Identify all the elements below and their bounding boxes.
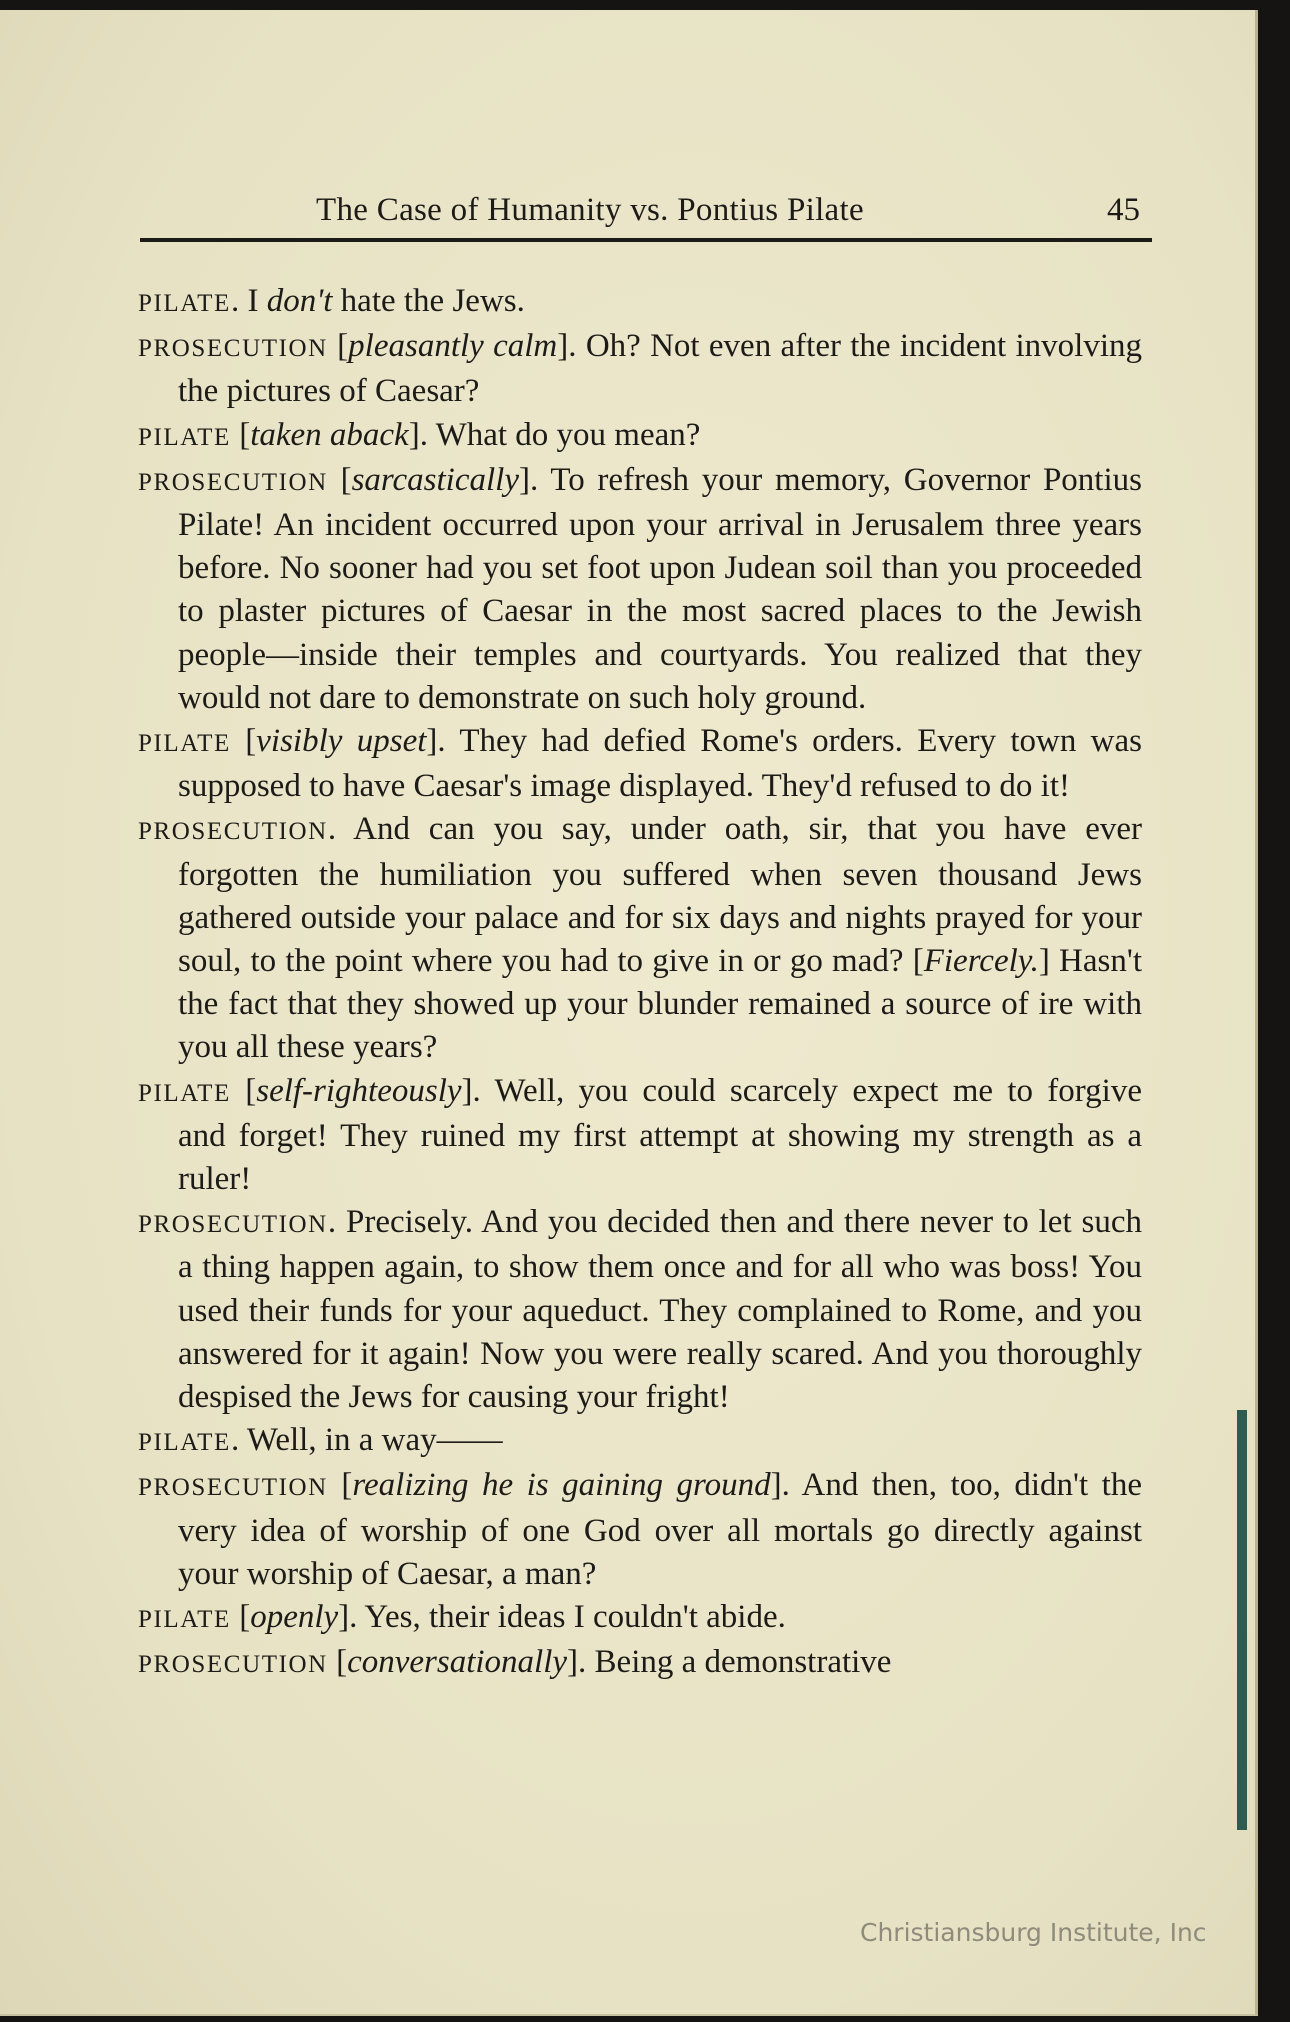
- speech-prosecution-1: PROSECUTION [pleasantly calm]. Oh? Not even after the incident involving the pictures of Caesar?: [138, 328, 1143, 410]
- stage-direction: conversationally: [347, 1644, 568, 1681]
- speaker-name: PILATE: [138, 423, 231, 451]
- stage-direction: self-righteously: [256, 1072, 462, 1109]
- speech-pilate-4: PILATE [self-righteously]. Well, you could scarcely expect me to forgive and forget! They ruined my first attempt at showing my strength as a ruler!: [138, 1072, 1142, 1198]
- speaker-name: PROSECUTION: [138, 1474, 328, 1502]
- stage-direction: pleasantly calm: [348, 328, 558, 365]
- speaker-name: PILATE: [138, 1079, 231, 1107]
- speaker-name: PROSECUTION: [138, 1211, 328, 1239]
- stage-direction: realizing he is gaining ground: [352, 1467, 771, 1504]
- stage-direction: Fiercely.: [923, 943, 1039, 980]
- speaker-name: PROSECUTION: [138, 818, 328, 846]
- book-page: [0, 10, 1258, 2016]
- speaker-name: PILATE: [138, 730, 231, 758]
- speech-pilate-5: PILATE. Well, in a way——: [138, 1422, 503, 1459]
- stage-direction: don't: [266, 283, 333, 319]
- stage-direction: taken aback: [250, 416, 409, 453]
- speech-prosecution-5: PROSECUTION [realizing he is gaining ground]. And then, too, didn't the very idea of worship of one God over all mortals go directly against your worship of Caesar, a man?: [138, 1467, 1142, 1592]
- speech-prosecution-3: PROSECUTION. And can you say, under oath, sir, that you have ever forgotten the humiliation you suffered when seven thousand Jews gathered outside your palace and for six days and nights prayed for your soul, to the point where you had to give in or go mad? [Fiercely.] Hasn't the fact that they showed up your blunder remained a source of ire with you all these years?: [138, 811, 1142, 1066]
- speech-pilate-2: PILATE [taken aback]. What do you mean?: [138, 416, 701, 453]
- speaker-name: PILATE: [138, 1606, 231, 1634]
- speech-pilate-1: PILATE. I don't hate the Jews.: [138, 283, 525, 319]
- page-header: [140, 188, 1152, 242]
- running-title: The Case of Humanity vs. Pontius Pilate: [316, 192, 864, 228]
- speech-prosecution-2: PROSECUTION [sarcastically]. To refresh your memory, Governor Pontius Pilate! An incident occurred upon your arrival in Jerusalem three years before. No sooner had you set foot upon Judean soil than you proceeded to plaster pictures of Caesar in the most sacred places to the Jewish people—inside their temples and courtyards. You realized that they would not dare to demonstrate on such holy ground.: [138, 461, 1142, 716]
- speaker-name: PILATE: [138, 1429, 231, 1457]
- stage-direction: visibly upset: [256, 723, 427, 760]
- watermark: Christiansburg Institute, Inc: [860, 1918, 1207, 1947]
- speech-pilate-3: PILATE [visibly upset]. They had defied Rome's orders. Every town was supposed to have Caesar's image displayed. They'd refused to do it!: [138, 723, 1142, 805]
- speaker-name: PROSECUTION: [138, 468, 328, 496]
- play-dialogue: [138, 280, 1142, 1687]
- stage-direction: openly: [250, 1599, 339, 1636]
- speech-prosecution-4: PROSECUTION. Precisely. And you decided then and there never to let such a thing happen again, to show them once and for all who was boss! You used their funds for your aqueduct. They complained to Rome, and you answered for it again! Now you were really scared. And you thoroughly despised the Jews for causing your fright!: [138, 1204, 1142, 1416]
- speech-pilate-6: PILATE [openly]. Yes, their ideas I couldn't abide.: [138, 1599, 786, 1636]
- page-number: 45: [1107, 192, 1140, 228]
- book-cover-edge: [1237, 1410, 1247, 1830]
- speech-prosecution-6: PROSECUTION [conversationally]. Being a demonstrative: [138, 1644, 892, 1681]
- speaker-name: PILATE: [138, 290, 231, 317]
- stage-direction: sarcastically: [351, 461, 519, 498]
- speaker-name: PROSECUTION: [138, 335, 328, 363]
- speaker-name: PROSECUTION: [138, 1651, 328, 1679]
